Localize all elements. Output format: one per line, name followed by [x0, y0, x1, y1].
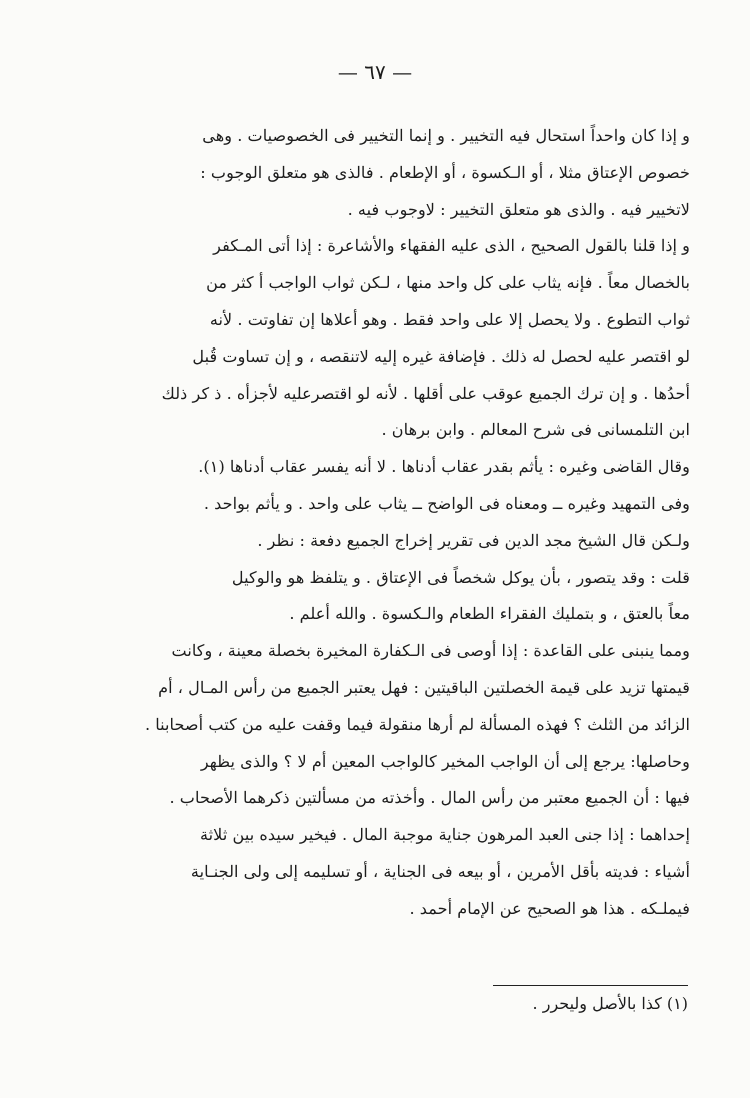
text-line: خصوص الإعتاق مثلا ، أو الـكسوة ، أو الإطعام . فالذى هو متعلق الوجوب :: [200, 162, 690, 182]
text-line: وقال القاضى وغيره : يأثم بقدر عقاب أدناها . لا أنه يفسر عقاب أدناها (١).: [198, 457, 690, 477]
footnote: (١) كذا بالأصل وليحرر .: [532, 994, 688, 1013]
text-line: و إذا قلنا بالقول الصحيح ، الذى عليه الفقهاء والأشاعرة : إذا أتى المـكفر: [213, 236, 690, 256]
text-line: الزائد من الثلث ؟ فهذه المسألة لم أرها منقولة فيما وقفت عليه من كتب أصحابنا .: [144, 714, 690, 734]
text-line: فيها : أن الجميع معتبر من رأس المال . وأخذته من مسألتين ذكرهما الأصحاب .: [169, 788, 690, 808]
text-line: و إذا كان واحداً استحال فيه التخيير . و إنما التخيير فى الخصوصيات . وهى: [202, 126, 690, 145]
text-line: قيمتها تزيد على قيمة الخصلتين الباقيتين : فهل يعتبر الجميع من رأس المـال ، أم: [158, 677, 690, 697]
footnote-divider: [493, 985, 688, 986]
text-line: لو اقتصر عليه لحصل له ذلك . فإضافة غيره إليه لاتنقصه ، و إن تساوت قُبل: [192, 346, 690, 366]
text-line: ثواب التطوع . ولا يحصل إلا على واحد فقط . وهو أعلاها إن تفاوتت . لأنه: [209, 309, 690, 329]
text-line: بالخصال معاً . فإنه يثاب على كل واحد منها ، لـكن ثواب الواجب أ كثر من: [206, 273, 690, 293]
text-line: أشياء : فديته بأقل الأمرين ، أو بيعه فى الجناية ، أو تسليمه إلى ولى الجنـاية: [190, 861, 690, 881]
text-line: إحداهما : إذا جنى العبد المرهون جناية موجبة المال . فيخير سيده بين ثلاثة: [200, 825, 690, 845]
text-line: ومما ينبنى على القاعدة : إذا أوصى فى الـكفارة المخيرة بخصلة معينة ، وكانت: [171, 641, 690, 661]
text-line: فيملـكه . هذا هو الصحيح عن الإمام أحمد .: [409, 898, 690, 918]
text-line: ابن التلمسانى فى شرح المعالم . وابن برهان .: [381, 420, 690, 440]
page-number: — ٦٧ —: [337, 60, 413, 84]
text-line: أحدُها . و إن ترك الجميع عوقب على أقلها . لأنه لو اقتصرعليه لأجزأه . ذ كر ذلك: [161, 383, 690, 403]
text-line: ولـكن قال الشيخ مجد الدين فى تقرير إخراج الجميع دفعة : نظر .: [257, 530, 690, 550]
text-line: قلت : وقد يتصور ، بأن يوكل شخصاً فى الإعتاق . و يتلفظ هو والوكيل: [231, 567, 690, 587]
text-line: وحاصلها: يرجع إلى أن الواجب المخير كالواجب المعين أم لا ؟ والذى يظهر: [200, 751, 690, 771]
main-text: [62, 118, 690, 928]
text-line: وفى التمهيد وغيره ــ ومعناه فى الواضح ــ يثاب على واحد . و يأثم بواحد .: [203, 493, 690, 513]
text-line: معاً بالعتق ، و بتمليك الفقراء الطعام والـكسوة . والله أعلم .: [289, 604, 690, 624]
text-line: لاتخيير فيه . والذى هو متعلق التخيير : لاوجوب فيه .: [347, 199, 690, 219]
